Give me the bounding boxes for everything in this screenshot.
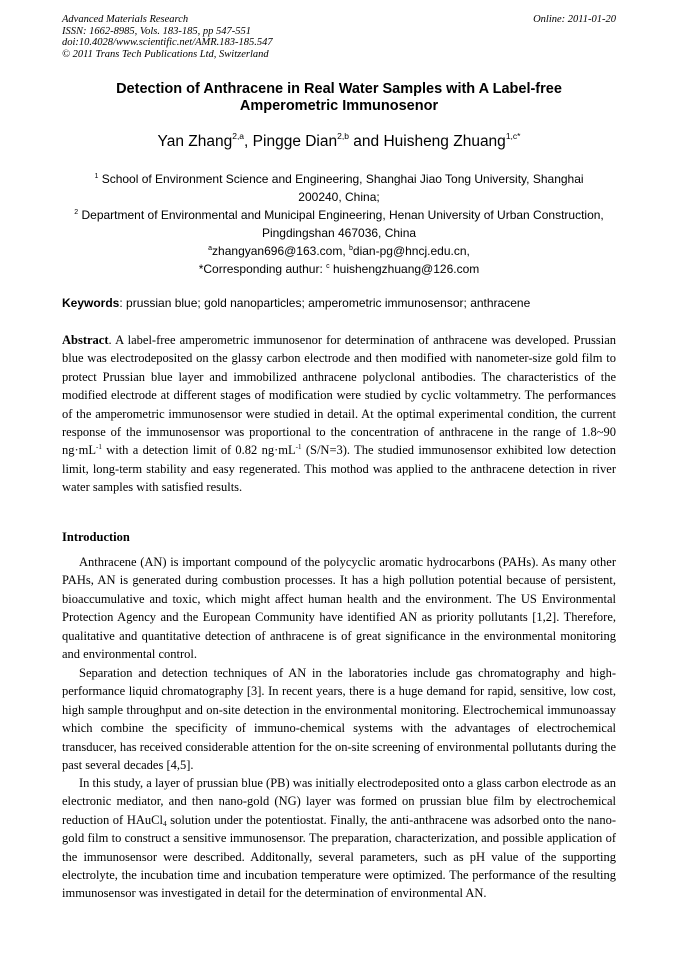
paragraph-text: In this study, a layer of prussian blue (PB) was initially electrodeposited onto a glass carbon electrode as an electronic mediator, and then nano-gold (NG) layer was formed on prussian blue film by electrochemical reduction of HAuCl <box>62 776 616 827</box>
affiliation-1 <box>62 170 616 188</box>
email-mark: b <box>349 245 353 252</box>
corresponding-author <box>62 260 616 278</box>
keywords-label: Keywords <box>62 296 120 310</box>
affiliation-mark: 1 <box>94 173 99 180</box>
chemical-subscript: 4 <box>162 818 167 828</box>
email-link[interactable]: dian-pg@hncj.edu.cn, <box>352 244 470 258</box>
affiliation-text: Department of Environmental and Municipal Engineering, Henan University of Urban Construction, <box>81 208 604 222</box>
intro-paragraph-2: Separation and detection techniques of AN in the laboratories include gas chromatography and high-performance liquid chromatography [3]. In recent years, there is a huge demand for rapid, sensitive, low cost, high sample throughput and on-site detection in the environmental monitoring. Electrochemical immunoassay which combine the specificity of immuno-chemical systems with the advantages of electrochemical transducer, has received considerable attention for the on-site screening of environmental pollutants during the past several decades [4,5]. <box>62 666 616 773</box>
unit-exponent: -1 <box>96 443 102 452</box>
author-separator: and <box>348 133 384 150</box>
author-emails <box>62 242 616 260</box>
intro-paragraph-1: Anthracene (AN) is important compound of the polycyclic aromatic hydrocarbons (PAHs). As many other PAHs, AN is generated during combustion processes. It has a high pollution potential because of persistent, bioaccumulative and toxic, which might affect human health and the environment. The US Environmental Protection Agency and the European Community have identified AN as priority pollutants [1,2]. Therefore, qualitative and quantitative detection of anthracene is of great significance in the environmental monitoring and environmental control. <box>62 555 616 662</box>
author-affiliation-mark: 2,a <box>232 131 245 141</box>
keywords-text: : prussian blue; gold nanoparticles; amperometric immunosensor; anthracene <box>119 296 531 310</box>
affiliations <box>62 170 616 278</box>
email-link[interactable]: zhangyan696@163.com, <box>212 244 349 258</box>
paragraph-text: solution under the potentiostat. Finally, the anti-anthracene was adsorbed onto the nano-gold film to construct a sensitive immunosensor. The preparation, characterization, and possible application of the immunosensor were described. Additonally, several parameters, such as pH value of the supporting electrolyte, the incubation time and incubation temperature were optimized. The performance of the resulting immunosensor was investigated in detail for the determination of environmental AN. <box>62 812 616 901</box>
online-date: Online: 2011-01-20 <box>533 14 616 25</box>
abstract <box>62 331 616 497</box>
email-mark: a <box>208 245 213 252</box>
affiliation-2 <box>62 206 616 224</box>
affiliation-1-cont: 200240, China; <box>298 190 380 204</box>
corresponding-label: *Corresponding authur: <box>198 262 327 276</box>
author-name: Huisheng Zhuang <box>383 133 506 150</box>
intro-paragraph-3 <box>62 774 616 903</box>
author-affiliation-mark: 1,c* <box>505 131 521 141</box>
author-name: Pingge Dian <box>252 133 338 150</box>
paper-title <box>62 81 616 115</box>
keywords <box>62 295 616 311</box>
journal-header <box>62 14 616 60</box>
author-separator: , <box>244 133 253 150</box>
section-heading-introduction: Introduction <box>62 530 130 544</box>
affiliation-2-cont: Pingdingshan 467036, China <box>261 226 417 240</box>
author-affiliation-mark: 2,b <box>337 131 349 141</box>
journal-doi: doi:10.4028/www.scientific.net/AMR.183-185.547 <box>62 37 273 48</box>
abstract-label: Abstract <box>62 333 109 347</box>
email-mark: c <box>326 263 330 270</box>
email-link[interactable]: huishengzhuang@126.com <box>329 262 480 276</box>
journal-copyright: © 2011 Trans Tech Publications Ltd, Switzerland <box>62 48 269 60</box>
affiliation-mark: 2 <box>74 209 79 216</box>
unit-exponent: -1 <box>295 443 302 452</box>
journal-issn: ISSN: 1662-8985, Vols. 183-185, pp 547-551 <box>62 25 251 37</box>
paper-title-line-1: Detection of Anthracene in Real Water Samples with A Label-free <box>116 81 562 97</box>
paper-title-line-2: Amperometric Immunosenor <box>239 98 439 114</box>
author-list <box>62 132 616 152</box>
journal-name: Advanced Materials Research <box>62 14 189 25</box>
abstract-text: . A label-free amperometric immunosenor for determination of anthracene was developed. Prussian blue was electrodeposited on the glassy carbon electrode and then modified with nanometer-size gold film to protect Prussian blue layer and immobilized anthracene polyclonal antibodies. The characteristics of the modified electrode at different stages of modification were studied by cyclic voltammetry. The performances of the amperometric immunosensor were studied in detail. At the optimal experimental condition, the current response of the immunosensor was proportional to the concentration of anthracene in the range of 1.8~90 ng·mL <box>62 333 616 458</box>
abstract-text: with a detection limit of 0.82 ng·mL <box>101 443 296 458</box>
affiliation-text: School of Environment Science and Engineering, Shanghai Jiao Tong University, Shanghai <box>101 172 584 186</box>
author-name: Yan Zhang <box>157 133 233 150</box>
abstract-text: (S/N=3). The studied immunosensor exhibited low detection limit, long-term stability and easy regenerated. This mothod was applied to the anthracene detection in river water samples with satisfied results. <box>62 443 616 495</box>
